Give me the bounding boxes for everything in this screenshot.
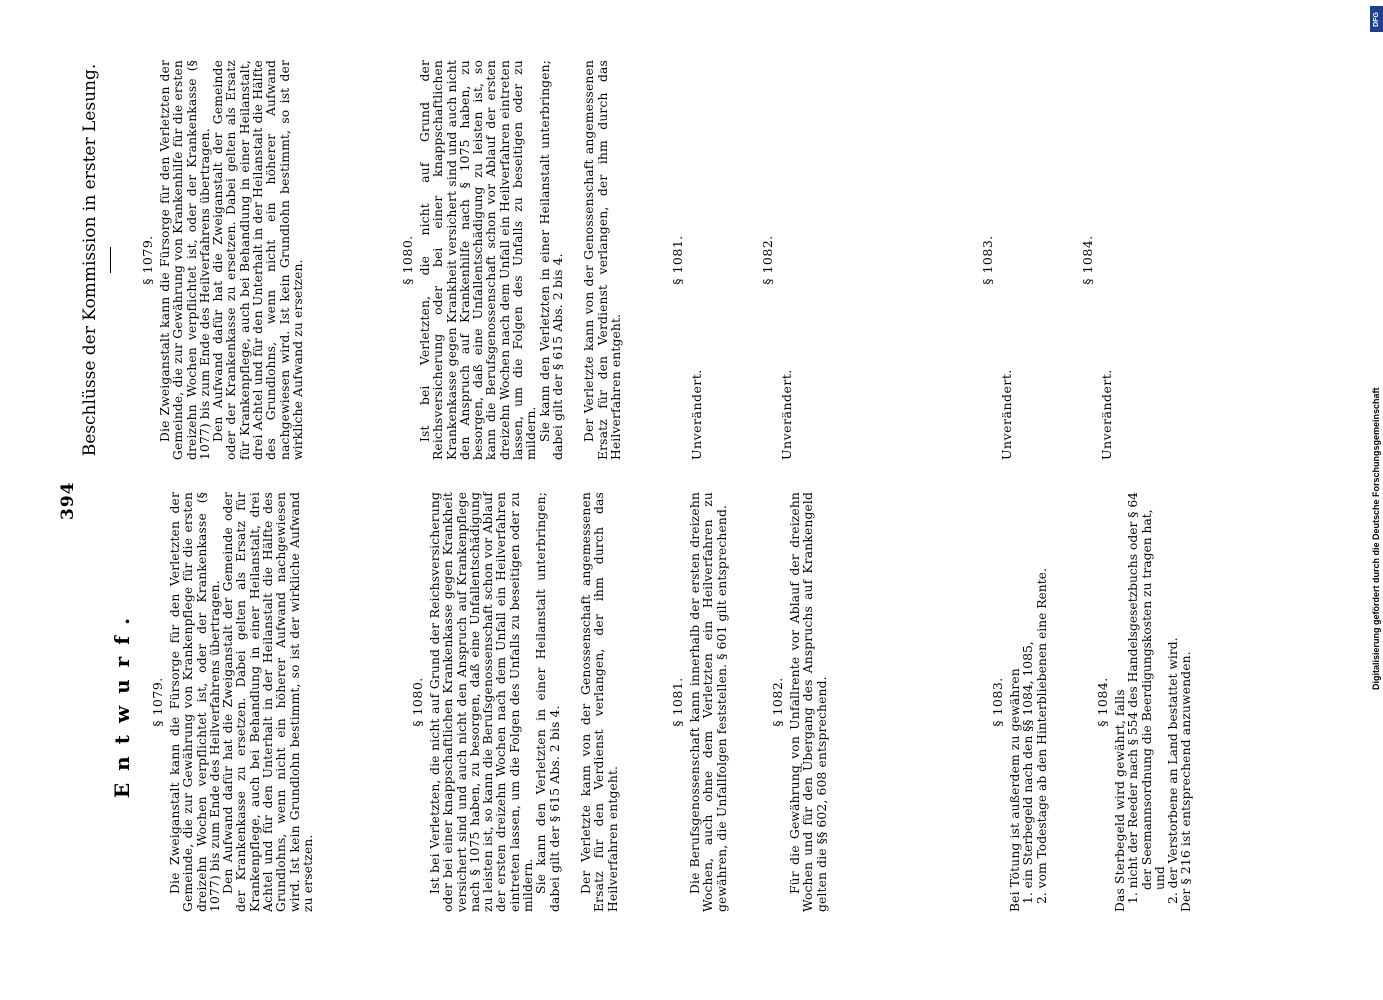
resolution-section-1081 (670, 60, 704, 460)
resolution-section-1082 (760, 60, 794, 460)
unchanged-note: Unverändert. (689, 369, 704, 460)
resolution-section-1080 (400, 60, 623, 460)
list-item: 2. der Verstorbene an Land bestattet wird. (1166, 637, 1181, 904)
resolution-section-1084 (1080, 60, 1114, 460)
section-title: § 1083. (980, 235, 995, 285)
list-item: 2. vom Todestage ab den Hinterbliebenen eine Rente. (1034, 568, 1049, 904)
section-title: § 1081. (670, 235, 685, 285)
unchanged-note: Unverändert. (779, 369, 794, 460)
resolutions-column (80, 60, 1114, 460)
draft-section-1084 (1095, 492, 1194, 912)
resolution-section-1079 (140, 60, 305, 460)
paragraph: Das Sterbegeld wird gewährt, falls (1113, 689, 1127, 912)
dfg-logo-text: DFG (1373, 11, 1380, 27)
paragraph: Den Aufwand dafür hat die Zweiganstalt der Gemeinde oder der Krankenkasse zu ersetzen. Dabei gelten als Ersatz für Krankenpflege, auch bei Behandlung in einer Heilanstalt, drei Achtel und für den Unterhalt in der Heilanstalt die Hälfte des Grundlohns, wenn nicht ein höherer Aufwand nachgewiesen wird. Ist kein Grundlohn bestimmt, so ist der wirkliche Aufwand zu ersetzen. (221, 492, 315, 912)
section-title: § 1080. (400, 235, 415, 285)
paragraph: Der § 216 ist entsprechend anzuwenden. (1179, 651, 1194, 912)
paragraph: Für die Gewährung von Unfallrente vor Ablauf der dreizehn Wochen und für den Übergang des Anspruchs auf Krankengeld gelten die §§ 602, 608 entsprechend. (788, 492, 829, 912)
paragraph: Sie kann den Verletzten in einer Heilanstalt unterbringen; dabei gilt der § 615 Abs. 2 bis 4. (534, 492, 562, 912)
paragraph: Bei Tötung ist außerdem zu gewähren (1008, 668, 1022, 912)
paragraph: Der Verletzte kann von der Genossenschaft angemessenen Ersatz für den Verdienst verlangen, der ihm durch das Heilverfahren entgeht. (578, 492, 620, 912)
digitization-credit (1370, 0, 1383, 1000)
draft-section-1079 (150, 492, 315, 912)
list-item: 1. ein Sterbegeld nach den §§ 1084, 1085, (1021, 641, 1036, 904)
credit-text: Digitalisierung gefördert durch die Deutsche Forschungsgemeinschaft (1371, 387, 1381, 690)
resolutions-heading: Beschlüsse der Kommission in erster Lesung. (80, 63, 100, 457)
paragraph: Die Berufsgenossenschaft kann innerhalb der ersten dreizehn Wochen, auch ohne dem Verletzten ein Heilverfahren zu gewähren, die Unfallfolgen feststellen. § 601 gilt entsprechend. (688, 492, 729, 912)
paragraph: Die Zweiganstalt kann die Fürsorge für den Verletzten der Gemeinde, die zur Gewährung von Krankenhilfe für die ersten dreizehn Wochen verpflichtet ist, oder der Krankenkasse (§ 1077) bis zum Ende des Heilverfahrens übertragen. (158, 60, 212, 460)
draft-section-1083 (990, 492, 1049, 912)
draft-heading: Entwurf. (110, 605, 134, 799)
unchanged-note: Unverändert. (999, 369, 1014, 460)
resolution-section-1083 (980, 60, 1014, 460)
unchanged-note: Unverändert. (1099, 369, 1114, 460)
paragraph: Ist bei Verletzten, die nicht auf Grund der Reichsversicherung oder bei einer knappschaftlichen Krankenkasse gegen Krankheit versichert sind und auch nicht den Anspruch auf Krankenpflege nach § 1075 haben, zu besorgen, daß eine Unfallentschädigung zu leisten ist, so kann die Berufsgenossenschaft schon vor Ablauf der ersten dreizehn Wochen nach dem Unfall ein Heilverfahren eintreten lassen, um die Folgen des Unfalls zu beseitigen oder zu mildern. (428, 492, 536, 912)
section-title: § 1081. (670, 677, 685, 727)
section-title: § 1083. (990, 677, 1005, 727)
section-title: § 1082. (770, 677, 785, 727)
draft-section-1082 (770, 492, 829, 912)
list-item: 1. nicht der Reeder nach § 554 des Handelsgesetzbuchs oder § 64 der Seemannsordnung die Beerdigungskosten zu tragen hat, und (1126, 492, 1167, 904)
section-title: § 1084. (1080, 235, 1095, 285)
page-number: 394 (58, 481, 78, 520)
heading-divider (110, 247, 111, 273)
section-title: § 1079. (150, 677, 165, 727)
section-title: § 1080. (410, 677, 425, 727)
paragraph: Den Aufwand dafür hat die Zweiganstalt der Gemeinde oder der Krankenkasse zu ersetzen. Dabei gelten als Ersatz für Krankenpflege, auch bei Behandlung in einer Heilanstalt, drei Achtel und für den Unterhalt in der Heilanstalt die Hälfte des Grundlohns, wenn nicht ein höherer Aufwand nachgewiesen wird. Ist kein Grundlohn bestimmt, so ist der wirkliche Aufwand zu ersetzen. (211, 60, 305, 460)
section-title: § 1084. (1095, 677, 1110, 727)
section-title: § 1082. (760, 235, 775, 285)
paragraph: Der Verletzte kann von der Genossenschaft angemessenen Ersatz für den Verdienst verlangen, der ihm durch das Heilverfahren entgeht. (582, 60, 623, 460)
draft-section-1081 (670, 492, 729, 912)
draft-section-1080 (410, 492, 620, 912)
paragraph: Ist bei Verletzten, die nicht auf Grund der Reichsversicherung oder bei einer knappschaftlichen Krankenkasse gegen Krankheit versichert sind und auch nicht den Anspruch auf Krankenhilfe nach § 1075 haben, zu besorgen, daß eine Unfallentschädigung zu leisten ist, so kann die Berufsgenossenschaft schon vor Ablauf der ersten dreizehn Wochen nach dem Unfall ein Heilverfahren eintreten lassen, um die Folgen des Unfalls zu beseitigen oder zu mildern. (418, 60, 539, 460)
draft-column (110, 492, 1194, 912)
paragraph: Die Zweiganstalt kann die Fürsorge für den Verletzten der Gemeinde, die zur Gewährung von Krankenpflege für die ersten dreizehn Wochen verpflichtet ist, oder der Krankenkasse (§ 1077) bis zum Ende des Heilverfahrens übertragen. (168, 492, 222, 912)
section-title: § 1079. (140, 235, 155, 285)
paragraph: Sie kann den Verletzten in einer Heilanstalt unterbringen; dabei gilt der § 615 Abs. 2 bis 4. (537, 60, 565, 460)
